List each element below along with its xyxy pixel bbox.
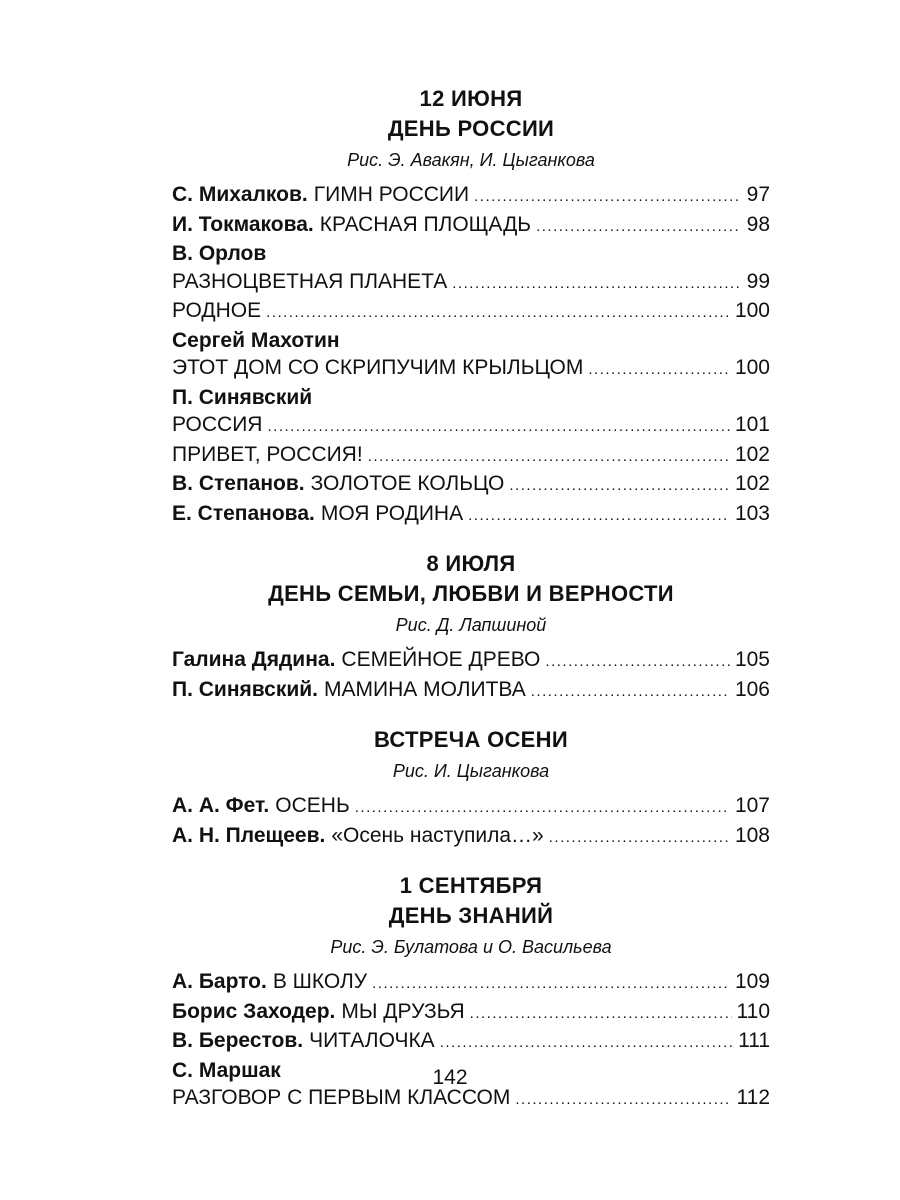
work-title: СЕМЕЙНОЕ ДРЕВО — [341, 648, 541, 671]
entry-page-number: 99 — [746, 269, 770, 293]
entry-page-number: 110 — [736, 999, 770, 1023]
dot-leader — [515, 1086, 731, 1114]
author-name: И. Токмакова. — [172, 212, 314, 236]
toc-lines — [172, 646, 770, 705]
work-title: МЫ ДРУЗЬЯ — [341, 999, 465, 1023]
entry-page-number: 109 — [734, 970, 770, 993]
dot-leader — [267, 413, 729, 441]
author-name: С. Михалков. — [172, 183, 308, 206]
toc-section — [172, 549, 770, 705]
toc-entry[interactable] — [172, 1027, 770, 1057]
author-name: Борис Заходер. — [172, 999, 336, 1023]
work-title: РОДНОЕ — [172, 299, 262, 322]
dot-leader — [355, 794, 730, 822]
entry-page-number: 106 — [734, 677, 770, 701]
toc-lines — [172, 968, 770, 1114]
work-title: КРАСНАЯ ПЛОЩАДЬ — [319, 212, 532, 236]
entry-page-number: 108 — [734, 823, 770, 847]
author-name: В. Орлов — [172, 242, 267, 265]
dot-leader — [588, 356, 730, 384]
dot-leader — [372, 970, 730, 998]
dot-leader — [536, 213, 741, 241]
section-heading: ДЕНЬ РОССИИ — [387, 116, 555, 141]
page-number: 142 — [432, 1066, 468, 1089]
section-heading: ДЕНЬ ЗНАНИЙ — [388, 903, 554, 928]
entry-page-number: 102 — [734, 442, 770, 466]
dot-leader — [470, 1000, 732, 1028]
work-title: ПРИВЕТ, РОССИЯ! — [172, 442, 363, 466]
dot-leader — [452, 270, 741, 298]
illustrator-credit: Рис. Э. Авакян, И. Цыганкова — [347, 150, 595, 170]
toc-entry[interactable] — [172, 822, 770, 852]
entry-page-number: 111 — [738, 1029, 770, 1052]
dot-leader — [509, 472, 730, 500]
work-title: МОЯ РОДИНА — [320, 501, 464, 525]
entry-page-number: 107 — [734, 794, 770, 817]
work-title: РАЗГОВОР С ПЕРВЫМ КЛАССОМ — [172, 1086, 511, 1109]
section-heading: 8 ИЮЛЯ — [426, 551, 516, 576]
author-name: С. Маршак — [172, 1058, 281, 1082]
dot-leader — [440, 1029, 733, 1057]
section-heading: ДЕНЬ СЕМЬИ, ЛЮБВИ И ВЕРНОСТИ — [268, 581, 674, 606]
toc-entry[interactable] — [172, 470, 770, 500]
toc-entry[interactable] — [172, 676, 770, 706]
author-name: А. А. Фет. — [172, 794, 270, 817]
toc-entry[interactable] — [172, 211, 770, 241]
entry-page-number: 97 — [746, 183, 770, 206]
section-heading: 1 СЕНТЯБРЯ — [399, 873, 543, 898]
entry-page-number: 98 — [746, 212, 770, 236]
toc-entry[interactable] — [172, 411, 770, 441]
work-title: «Осень наступила…» — [331, 823, 544, 847]
work-title: ОСЕНЬ — [275, 794, 350, 817]
work-title: МАМИНА МОЛИТВА — [324, 677, 526, 701]
dot-leader — [468, 502, 730, 530]
toc-section — [172, 725, 770, 851]
author-name: Сергей Махотин — [172, 328, 340, 352]
author-name: Е. Степанова. — [172, 501, 315, 525]
author-name: А. Барто. — [172, 970, 267, 993]
author-name: В. Степанов. — [172, 472, 305, 495]
dot-leader — [474, 183, 741, 211]
toc-lines — [172, 181, 770, 529]
illustrator-credit: Рис. И. Цыганкова — [392, 761, 550, 781]
entry-page-number: 100 — [734, 356, 770, 379]
author-name: Галина Дядина. — [172, 648, 336, 671]
author-name: В. Берестов. — [172, 1029, 304, 1052]
work-title: ЭТОТ ДОМ СО СКРИПУЧИМ КРЫЛЬЦОМ — [172, 356, 584, 379]
toc-entry[interactable] — [172, 646, 770, 676]
dot-leader — [368, 443, 730, 471]
work-title: РАЗНОЦВЕТНАЯ ПЛАНЕТА — [172, 269, 448, 293]
toc-entry[interactable] — [172, 354, 770, 384]
table-of-contents — [172, 84, 770, 1134]
author-name: П. Синявский — [172, 385, 313, 409]
toc-lines — [172, 792, 770, 851]
entry-page-number: 103 — [734, 501, 770, 525]
toc-entry[interactable] — [172, 297, 770, 327]
work-title: ЗОЛОТОЕ КОЛЬЦО — [310, 472, 505, 495]
toc-entry[interactable] — [172, 268, 770, 298]
author-name: А. Н. Плещеев. — [172, 823, 326, 847]
dot-leader — [266, 299, 730, 327]
entry-page-number: 101 — [734, 413, 770, 436]
toc-entry[interactable] — [172, 181, 770, 211]
toc-section — [172, 84, 770, 529]
toc-entry[interactable] — [172, 998, 770, 1028]
toc-entry[interactable] — [172, 968, 770, 998]
toc-entry[interactable] — [172, 441, 770, 471]
author-name: П. Синявский. — [172, 677, 319, 701]
toc-author-heading — [172, 384, 770, 412]
section-heading: ВСТРЕЧА ОСЕНИ — [374, 727, 568, 752]
entry-page-number: 112 — [736, 1086, 770, 1109]
section-heading: 12 ИЮНЯ — [419, 86, 523, 111]
toc-author-heading — [172, 240, 770, 268]
entry-page-number: 105 — [734, 648, 770, 671]
toc-author-heading — [172, 327, 770, 355]
work-title: РОССИЯ — [172, 413, 263, 436]
entry-page-number: 100 — [734, 299, 770, 322]
work-title: ЧИТАЛОЧКА — [309, 1029, 435, 1052]
entry-page-number: 102 — [734, 472, 770, 495]
work-title: ГИМН РОССИИ — [313, 183, 470, 206]
illustrator-credit: Рис. Д. Лапшиной — [395, 615, 547, 635]
work-title: В ШКОЛУ — [272, 970, 368, 993]
toc-entry[interactable] — [172, 792, 770, 822]
dot-leader — [531, 678, 730, 706]
illustrator-credit: Рис. Э. Булатова и О. Васильева — [330, 937, 612, 957]
dot-leader — [549, 824, 730, 852]
toc-entry[interactable] — [172, 500, 770, 530]
dot-leader — [545, 648, 730, 676]
